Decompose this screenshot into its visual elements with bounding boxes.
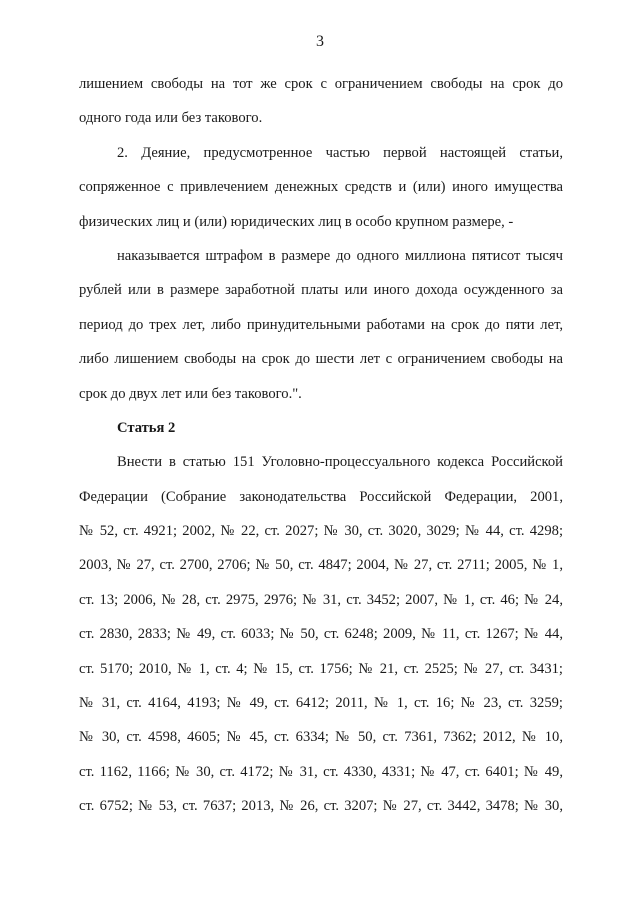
- text-line: 2003, № 27, ст. 2700, 2706; № 50, ст. 4847; 2004, № 27, ст. 2711; 2005, № 1,: [79, 557, 563, 574]
- text-line: рублей или в размере заработной платы или иного дохода осужденного за: [79, 282, 563, 299]
- text-line: наказывается штрафом в размере до одного миллиона пятисот тысяч: [117, 247, 563, 264]
- text-line: ст. 13; 2006, № 28, ст. 2975, 2976; № 31, ст. 3452; 2007, № 1, ст. 46; № 24,: [79, 591, 563, 608]
- text-line: лишением свободы на тот же срок с ограничением свободы на срок до: [79, 76, 563, 92]
- text-line: период до трех лет, либо принудительными работами на срок до пяти лет,: [79, 316, 563, 333]
- article-heading: Статья 2: [117, 419, 176, 436]
- text-line: ст. 2830, 2833; № 49, ст. 6033; № 50, ст. 6248; 2009, № 11, ст. 1267; № 44,: [79, 626, 563, 643]
- text-line: ст. 1162, 1166; № 30, ст. 4172; № 31, ст. 4330, 4331; № 47, ст. 6401; № 49,: [79, 763, 563, 780]
- text-line: ст. 5170; 2010, № 1, ст. 4; № 15, ст. 1756; № 21, ст. 2525; № 27, ст. 3431;: [79, 660, 563, 677]
- text-line: № 31, ст. 4164, 4193; № 49, ст. 6412; 2011, № 1, ст. 16; № 23, ст. 3259;: [79, 695, 563, 712]
- text-line: 2. Деяние, предусмотренное частью первой настоящей статьи,: [117, 144, 563, 161]
- text-line: Внести в статью 151 Уголовно-процессуального кодекса Российской: [117, 454, 563, 471]
- text-line: Федерации (Собрание законодательства Российской Федерации, 2001,: [79, 488, 563, 505]
- text-line: одного года или без такового.: [79, 110, 263, 127]
- page-number: 3: [316, 33, 324, 50]
- text-line: физических лиц и (или) юридических лиц в особо крупном размере, -: [79, 213, 514, 230]
- text-line: № 52, ст. 4921; 2002, № 22, ст. 2027; № 30, ст. 3020, 3029; № 44, ст. 4298;: [79, 523, 563, 540]
- text-line: либо лишением свободы на срок до шести лет с ограничением свободы на: [79, 351, 563, 368]
- text-line: ст. 6752; № 53, ст. 7637; 2013, № 26, ст. 3207; № 27, ст. 3442, 3478; № 30,: [79, 798, 563, 815]
- text-line: сопряженное с привлечением денежных средств и (или) иного имущества: [79, 179, 563, 196]
- text-line: срок до двух лет или без такового.".: [79, 385, 302, 402]
- text-line: № 30, ст. 4598, 4605; № 45, ст. 6334; № 50, ст. 7361, 7362; 2012, № 10,: [79, 729, 563, 746]
- document-body: [79, 67, 563, 824]
